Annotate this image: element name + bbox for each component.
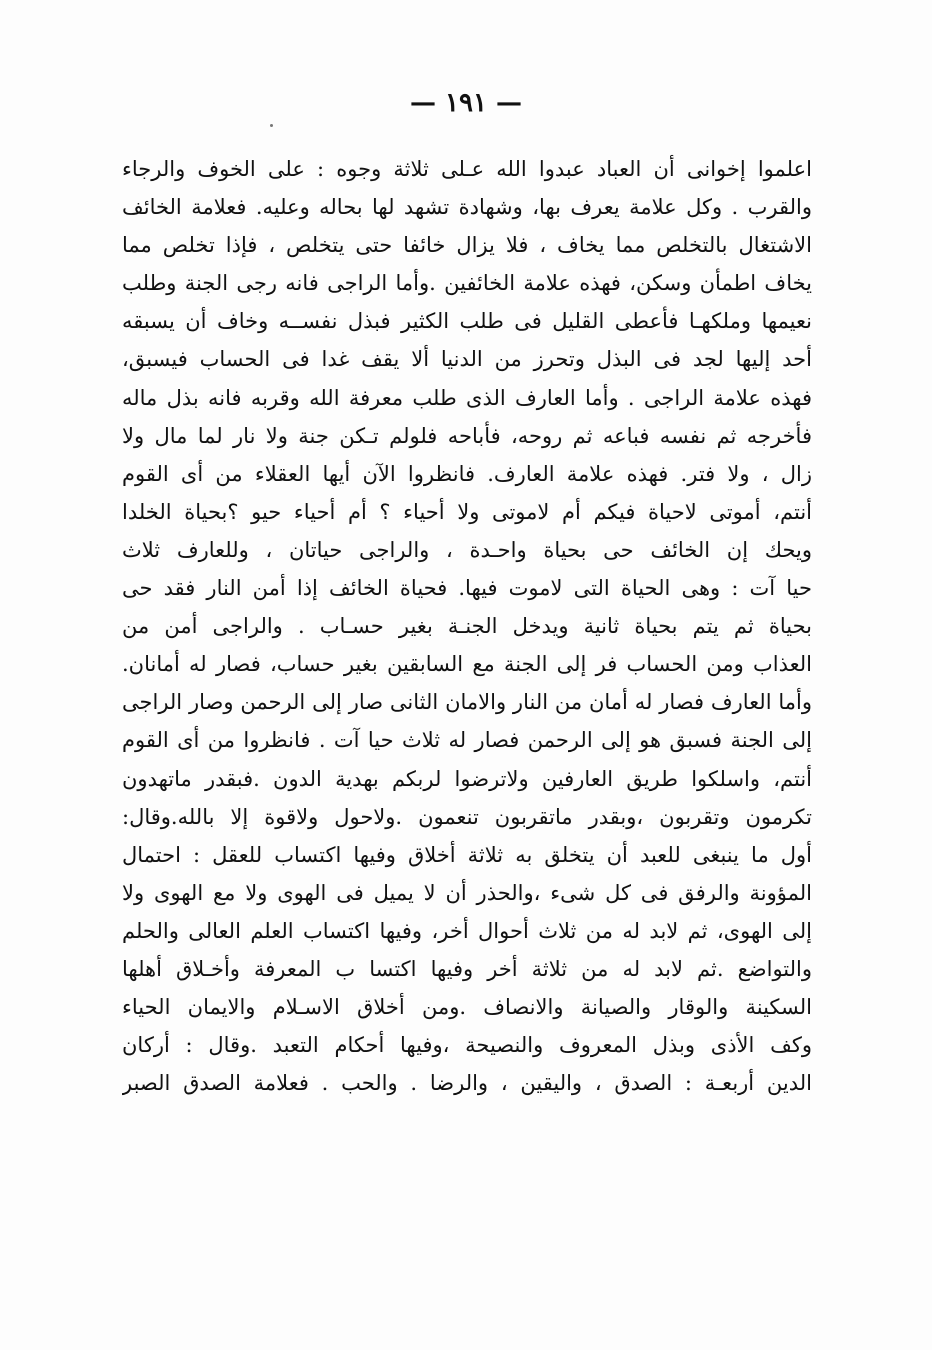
text-line: السكينة والوقار والصيانة والانصاف .ومن أخلاق الاسـلام والايمان الحياء — [122, 995, 812, 1020]
text-line: الدين أربعـة : الصدق ، واليقين ، والرضا . والحب . فعلامة الصدق الصبر — [122, 1071, 812, 1096]
ink-speck — [270, 124, 273, 127]
text-line: تكرمون وتقربون ،وبقدر ماتقربون تنعمون .ولاحول ولاقوة إلا بالله.وقال: — [122, 804, 812, 829]
text-line: والتواضع .ثم لابد له من ثلاثة أخر وفيها اكتسا ب المعرفة وأخـلاق أهلها — [122, 956, 812, 981]
text-line: فأخرجه ثم نفسه فباعه ثم روحه، فأباحه فلولم تـكن جنة ولا نار لما مال ولا — [122, 423, 812, 448]
text-line: فهذه علامة الراجى . وأما العارف الذى طلب معرفة الله وقربه فانه بذل ماله — [122, 385, 812, 410]
text-line: إلى الجنة فسبق هو إلى الرحمن فصار له ثلاث حيا آت . فانظروا من أى القوم — [122, 728, 812, 753]
page-number: — ١٩١ — — [409, 88, 523, 118]
text-line: بحياة ثم يتم بحياة ثانية ويدخل الجنـة بغير حسـاب . والراجى أمن من — [122, 614, 812, 639]
text-line: والقرب . وكل علامة يعرف بها، وشهادة تشهد لها بحاله وعليه. فعلامة الخائف — [122, 195, 812, 220]
text-line: العذاب ومن الحساب فر إلى الجنة مع السابقين بغير حساب، فصار له أمانان. — [122, 652, 812, 677]
text-line: حيا آت : وهى الحياة التى لاموت فيها. فحياة الخائف إذا أمن النار فقد حى — [122, 576, 812, 601]
text-line: إلى الهوى، ثم لابد له من ثلاث أحوال أخر، وفيها اكتساب العلم العالى والحلم — [122, 918, 812, 943]
text-line: أول ما ينبغى للعبد أن يتخلق به ثلاثة أخلاق وفيها اكتساب للعقل : احتمال — [122, 842, 812, 867]
text-line: وكف الأذى وبذل المعروف والنصيحة ،وفيها أحكام التعبد .وقال : أركان — [122, 1033, 812, 1058]
text-line: ويحك إن الخائف حى بحياة واحـدة ، والراجى حياتان ، وللعارف ثلاث — [122, 537, 812, 562]
text-line: زال ، ولا فتر. فهذه علامة العارف. فانظروا الآن أيها العقلاء من أى القوم — [122, 461, 812, 486]
text-line: يخاف اطمأن وسكن، فهذه علامة الخائفين .وأما الراجى فانه رجى الجنة وطلب — [122, 271, 812, 296]
text-line: نعيمها وملكهـا فأعطى القليل فى طلب الكثير فبذل نفســه وخاف أن يسبقه — [122, 309, 812, 334]
text-line: أنتم، أموتى لاحياة فيكم أم لاموتى ولا أحياء ؟ أم أحياء حيو ؟بحياة الخلدا — [122, 499, 812, 524]
text-line: اعلموا إخوانى أن العباد عبدوا الله عـلى ثلاثة وجوه : على الخوف والرجاء — [122, 157, 812, 181]
text-line: وأما العارف فصار له أمان من النار والامان الثانى صار إلى الرحمن وصار الراجى — [122, 690, 812, 715]
text-line: الاشتغال بالتخلص مما يخاف ، فلا يزال خائفا حتى يتخلص ، فإذا تخلص مما — [122, 233, 812, 258]
text-line: أنتم، واسلكوا طريق العارفين ولاترضوا لربكم بهدية الدون .فبقدر ماتهدون — [122, 766, 812, 791]
text-line: المؤونة والرفق فى كل شىء ،والحذر أن لا يميل فى الهوى ولا مع الهوى ولا — [122, 880, 812, 905]
body-text — [122, 150, 812, 1102]
text-line: أحد إليها لجد فى البذل وتحرز من الدنيا ألا يقف غدا فى الحساب فيسبق، — [122, 347, 812, 372]
